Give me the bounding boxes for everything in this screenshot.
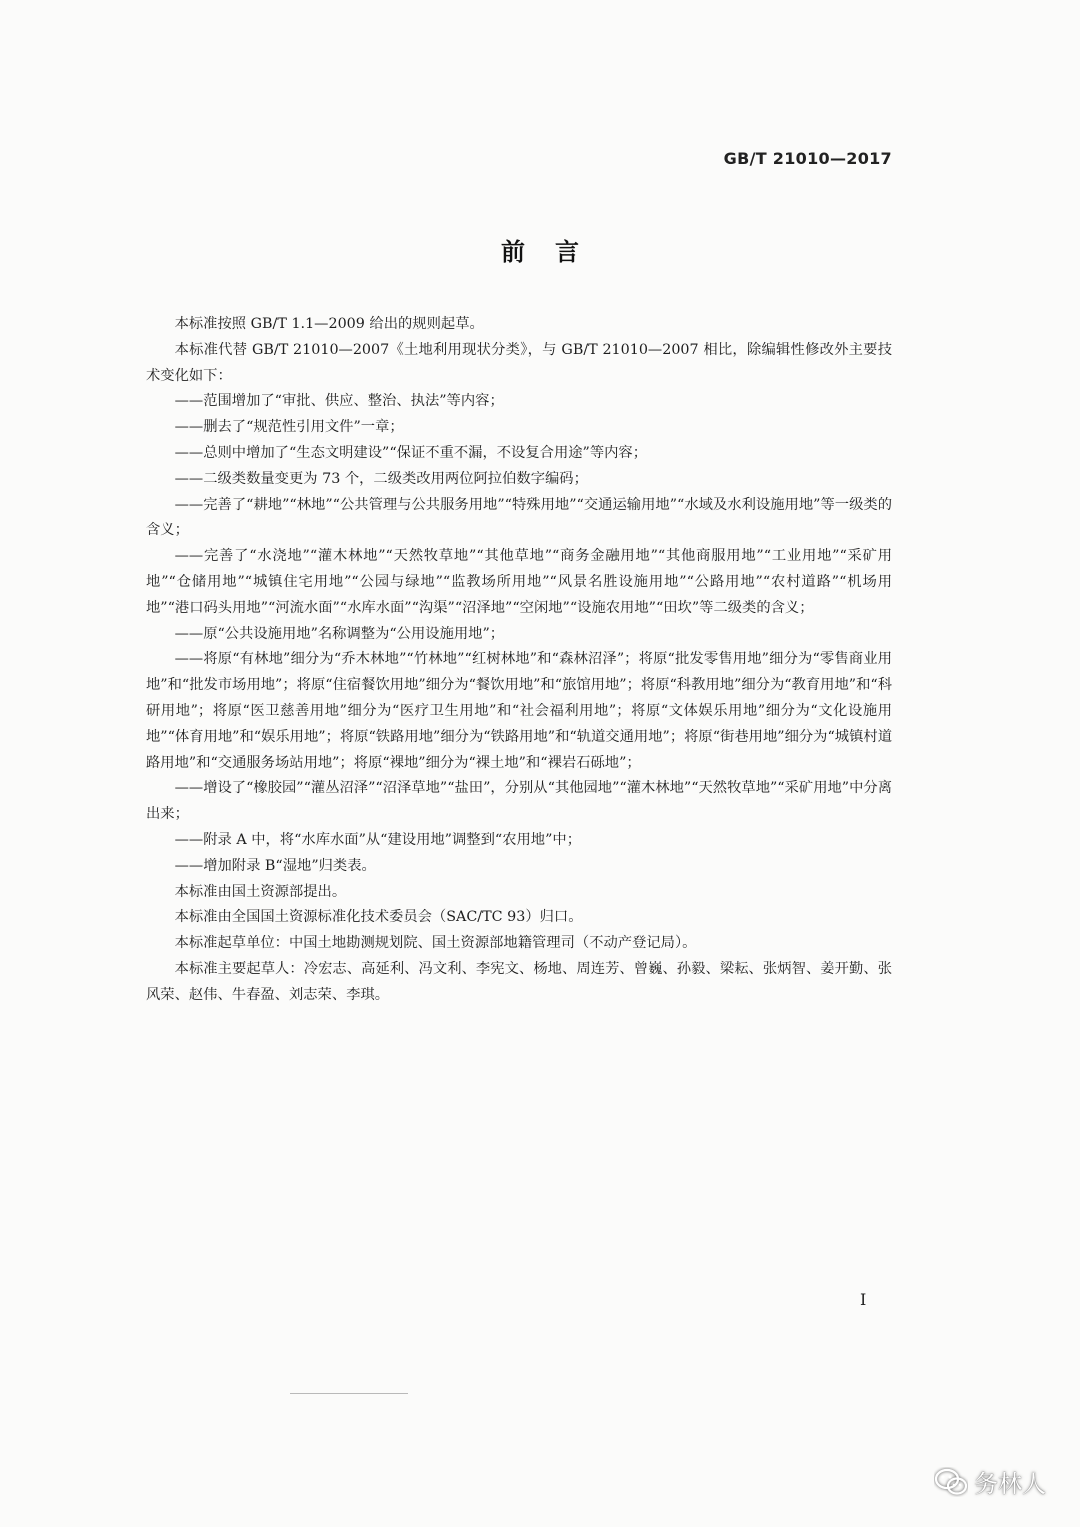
page-number: I (860, 1290, 867, 1309)
standard-code: GB/T 21010—2017 (723, 149, 892, 168)
paragraph: 本标准由全国国土资源标准化技术委员会（SAC/TC 93）归口。 (174, 909, 583, 926)
paragraph: 本标准按照 GB/T 1.1—2009 给出的规则起草。 (174, 316, 484, 332)
paragraph: 本标准由国土资源部提出。 (174, 883, 347, 900)
list-item: ——将原“有林地”细分为“乔木林地”“竹林地”“红树林地”和“森林沼泽”；将原“批发零售用地”细分为“零售商业用地”和“批发市场用地”；将原“住宿餐饮用地”细分为“餐饮用地”和“旅馆用地”；将原“科教用地”细分为“教育用地”和“科研用地”；将原“医卫慈善用地”细分为“医疗卫生用地”和“社会福利用地”；将原“文体娱乐用地”细分为“文化设施用地”“体育用地”和“娱乐用地”；将原“铁路用地”细分为“铁路用地”和“轨道交通用地”；将原“街巷用地”细分为“城镇村道路用地”和“交通服务场站用地”；将原“裸地”细分为“裸土地”和“裸岩石砾地”； (146, 651, 892, 771)
paragraph: 本标准起草单位：中国土地勘测规划院、国土资源部地籍管理司（不动产登记局）。 (174, 935, 697, 952)
list-item: ——增设了“橡胶园”“灌丛沼泽”“沼泽草地”“盐田”，分别从“其他园地”“灌木林地”“天然牧草地”“采矿用地”中分离出来； (146, 780, 893, 823)
list-item: ——原“公共设施用地”名称调整为“公用设施用地”； (174, 625, 505, 642)
preface-body (146, 312, 892, 1009)
list-item: ——完善了“水浇地”“灌木林地”“天然牧草地”“其他草地”“商务金融用地”“其他商服用地”“工业用地”“采矿用地”“仓储用地”“城镇住宅用地”“公园与绿地”“监教场所用地”“风景名胜设施用地”“公路用地”“农村道路”“机场用地”“港口码头用地”“河流水面”“水库水面”“沟渠”“沼泽地”“空闲地”“设施农用地”“田坎”等二级类的含义； (146, 548, 892, 616)
wechat-icon (934, 1467, 968, 1497)
paragraph: 本标准主要起草人：冷宏志、高延利、冯文利、李宪文、杨地、周连芳、曾巍、孙毅、梁耘、张炳智、姜开勤、张风荣、赵伟、牛春盈、刘志荣、李琪。 (146, 960, 892, 1003)
list-item: ——删去了“规范性引用文件”一章； (174, 419, 404, 436)
list-item: ——总则中增加了“生态文明建设”“保证不重不漏，不设复合用途”等内容； (174, 444, 648, 461)
watermark (934, 1464, 1046, 1499)
page-title: 前言 (501, 238, 609, 266)
list-item: ——完善了“耕地”“林地”“公共管理与公共服务用地”“特殊用地”“交通运输用地”“水域及水利设施用地”等一级类的含义； (146, 496, 892, 539)
scan-artifact-line (290, 1393, 408, 1394)
list-item: ——范围增加了“审批、供应、整治、执法”等内容； (174, 393, 504, 410)
list-item: ——二级类数量变更为 73 个，二级类改用两位阿拉伯数字编码； (174, 470, 588, 487)
paragraph: 本标准代替 GB/T 21010—2007《土地利用现状分类》，与 GB/T 21010—2007 相比，除编辑性修改外主要技术变化如下： (146, 341, 892, 384)
watermark-text: 务林人 (974, 1470, 1046, 1498)
list-item: ——增加附录 B“湿地”归类表。 (174, 857, 376, 874)
list-item: ——附录 A 中，将“水库水面”从“建设用地”调整到“农用地”中； (174, 831, 581, 848)
